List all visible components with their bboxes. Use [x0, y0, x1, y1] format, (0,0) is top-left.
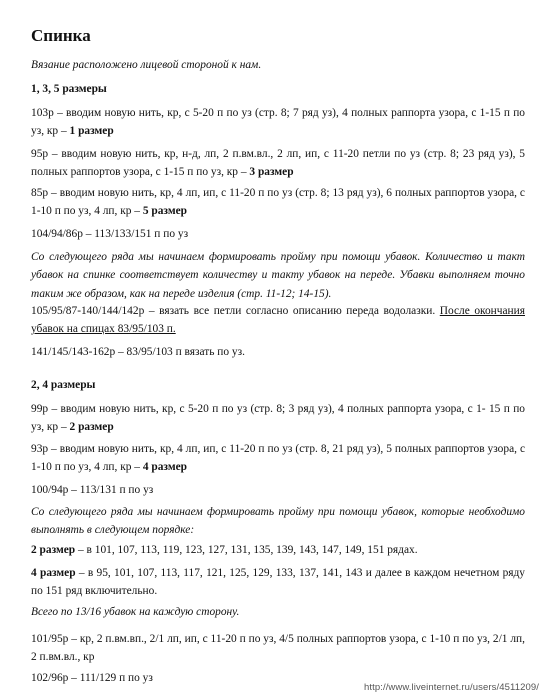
- row-103-size: 1 размер: [69, 125, 114, 138]
- row-141-text: 141/145/143-162р – 83/95/103 п вязать по уз.: [31, 346, 245, 358]
- row-101-text: 101/95р – кр, 2 п.вм.вп., 2/1 лп, ип, с 11-20 п по уз, 4/5 полных раппортов узора, с 1-10 п по уз, 2/1 лп, 2 п.вм.вл., кр: [31, 633, 525, 664]
- total-decreases: Всего по 13/16 убавок на каждую сторону.: [31, 606, 240, 618]
- size-2-text: – в 101, 107, 113, 119, 123, 127, 131, 135, 139, 143, 147, 149, 151 рядах.: [78, 544, 418, 556]
- section-heading-1-3-5: 1, 3, 5 размеры: [31, 83, 107, 95]
- row-99-size: 2 размер: [69, 421, 114, 434]
- row-95-size: 3 размер: [249, 166, 294, 179]
- row-93-size: 4 размер: [142, 461, 187, 474]
- size-4-text: – в 95, 101, 107, 113, 117, 121, 125, 129, 133, 137, 141, 143 и далее в каждом нечетном ряду по 151 ряд включительно.: [31, 567, 525, 598]
- row-85-paragraph: [31, 184, 525, 221]
- size-2-decreases: [31, 541, 525, 559]
- row-105-text: 105/95/87-140/144/142р – вязать все петли согласно описанию переда водолазки.: [31, 305, 436, 317]
- row-85-text: 85р – вводим новую нить, кр, 4 лп, ип, с 11-20 п по уз (стр. 8; 13 ряд уз), 6 полных раппортов узора, с 1-10 п по уз, 4 лп, кр –: [31, 187, 525, 218]
- intro-text: Вязание расположено лицевой стороной к нам.: [31, 59, 262, 71]
- row-99-text: 99р – вводим новую нить, кр, с 5-20 п по уз (стр. 8; 3 ряд уз), 4 полных раппорта узора, с 1- 15 п по уз, кр –: [31, 403, 525, 434]
- section-heading-2-4: 2, 4 размеры: [31, 379, 96, 391]
- row-103-paragraph: [31, 104, 525, 141]
- row-103-text: 103р – вводим новую нить, кр, с 5-20 п по уз (стр. 8; 7 ряд уз), 4 полных раппорта узора, с 1-15 п по уз, кр –: [31, 107, 525, 138]
- page-title: Спинка: [31, 26, 91, 45]
- row-105-underlined: После окончания убавок на спицах 83/95/103 п.: [31, 305, 525, 336]
- row-85-size: 5 размер: [142, 205, 187, 218]
- armhole-note-2: Со следующего ряда мы начинаем формировать пройму при помощи убавок, которые необходимо выполнять в следующем порядке:: [31, 506, 525, 537]
- row-95-text: 95р – вводим новую нить, кр, н-д, лп, 2 п.вм.вл., 2 лп, ип, с 11-20 петли по уз (стр. 8; 23 ряд уз), 5 полных раппортов узора, с 1-15 п по уз, кр –: [31, 148, 525, 179]
- row-102-text: 102/96р – 111/129 п по уз: [31, 672, 153, 684]
- size-4-decreases: [31, 564, 525, 601]
- row-95-paragraph: [31, 145, 525, 182]
- stitch-counts-2: 100/94р – 113/131 п по уз: [31, 484, 154, 496]
- size-2-label: 2 размер: [31, 544, 76, 556]
- stitch-counts-1: 104/94/86р – 113/133/151 п по уз: [31, 228, 189, 240]
- watermark-url: http://www.liveinternet.ru/users/4511209/: [363, 682, 539, 693]
- row-105-paragraph: [31, 302, 525, 339]
- size-4-label: 4 размер: [31, 567, 76, 579]
- row-93-paragraph: [31, 440, 525, 477]
- armhole-note-1: Со следующего ряда мы начинаем формировать пройму при помощи убавок. Количество и такт убавок на спинке соответствует количеству и такту убавок на переде. Убавки выполняем точно таким же образом, как на переде изделия (стр. 11-12; 14-15).: [31, 251, 525, 300]
- row-93-text: 93р – вводим новую нить, кр, 4 лп, ип, с 11-20 п по уз (стр. 8, 21 ряд уз), 5 полных раппортов узора, с 1-10 п по уз, 4 лп, кр –: [31, 443, 525, 474]
- row-99-paragraph: [31, 400, 525, 437]
